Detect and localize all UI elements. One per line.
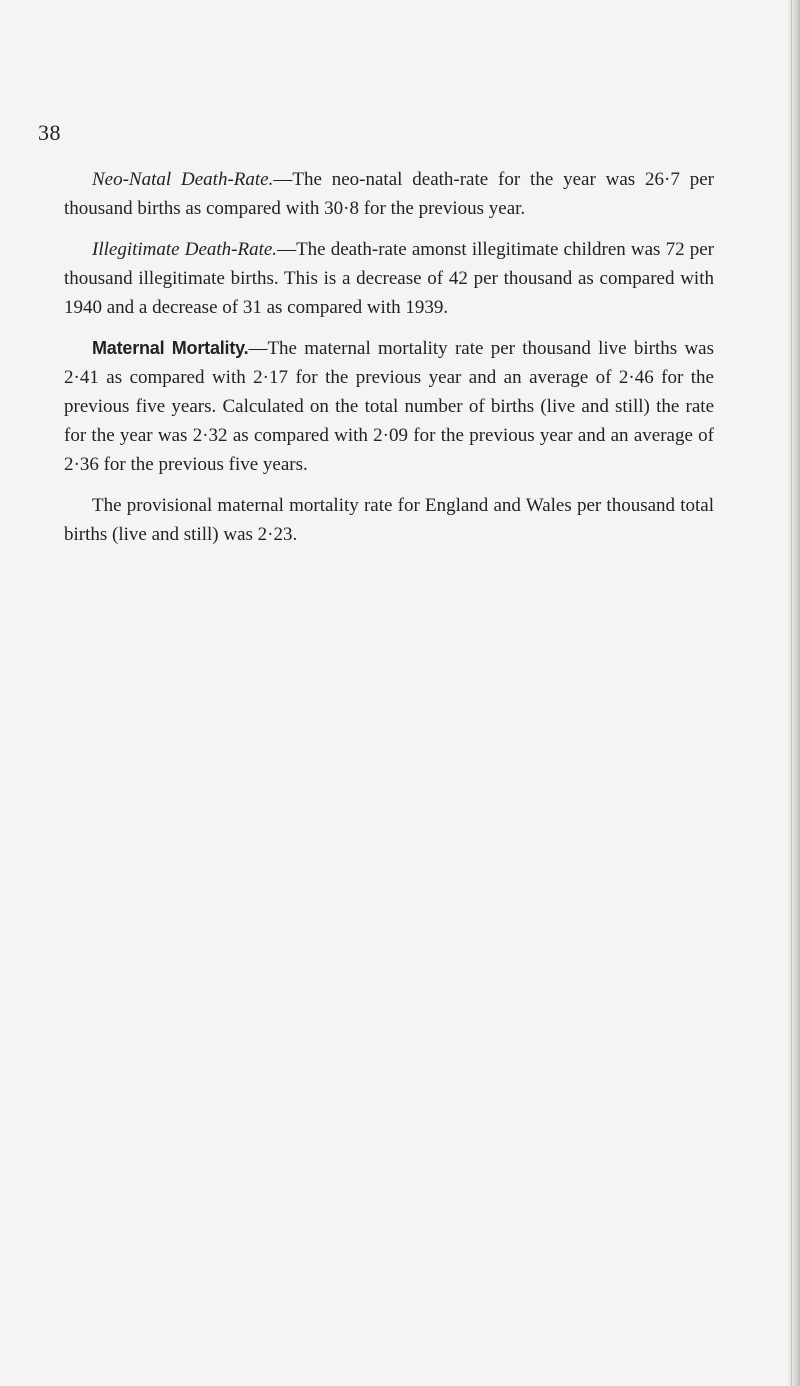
page-edge-shadow [788,0,800,1386]
page-edge-line [791,0,792,1386]
paragraph-heading: Maternal Mortality. [92,338,249,358]
paragraph-heading: Illegitimate Death-Rate. [92,239,278,260]
paragraph-body: —The neo-natal death-rate for the year was 26·7 per thousand births as compared with 30·8 for the previous year. [64,169,714,219]
body-text [64,165,714,549]
paragraph-body: —The maternal mortality rate per thousand live births was 2·41 as compared with 2·17 for the previous year and an average of 2·46 for the previous five years. Calculated on the total number of births (live and still) the rate for the year was 2·32 as compared with 2·09 for the previous year and an average of 2·36 for the previous five years. [64,338,714,475]
paragraph-body: —The death-rate amonst illegitimate children was 72 per thousand illegitimate births. This is a decrease of 42 per thousand as compared with 1940 and a decrease of 31 as compared with 1939. [64,239,714,318]
page-number: 38 [38,120,61,145]
paragraph-illegitimate-death-rate [64,235,714,322]
paragraph-provisional-rate [64,491,714,549]
paragraph-maternal-mortality [64,334,714,479]
paragraph-neo-natal-death-rate [64,165,714,223]
paragraph-body: The provisional maternal mortality rate for England and Wales per thousand total births (live and still) was 2·23. [64,495,714,545]
paragraph-heading: Neo-Natal Death-Rate. [92,169,274,190]
